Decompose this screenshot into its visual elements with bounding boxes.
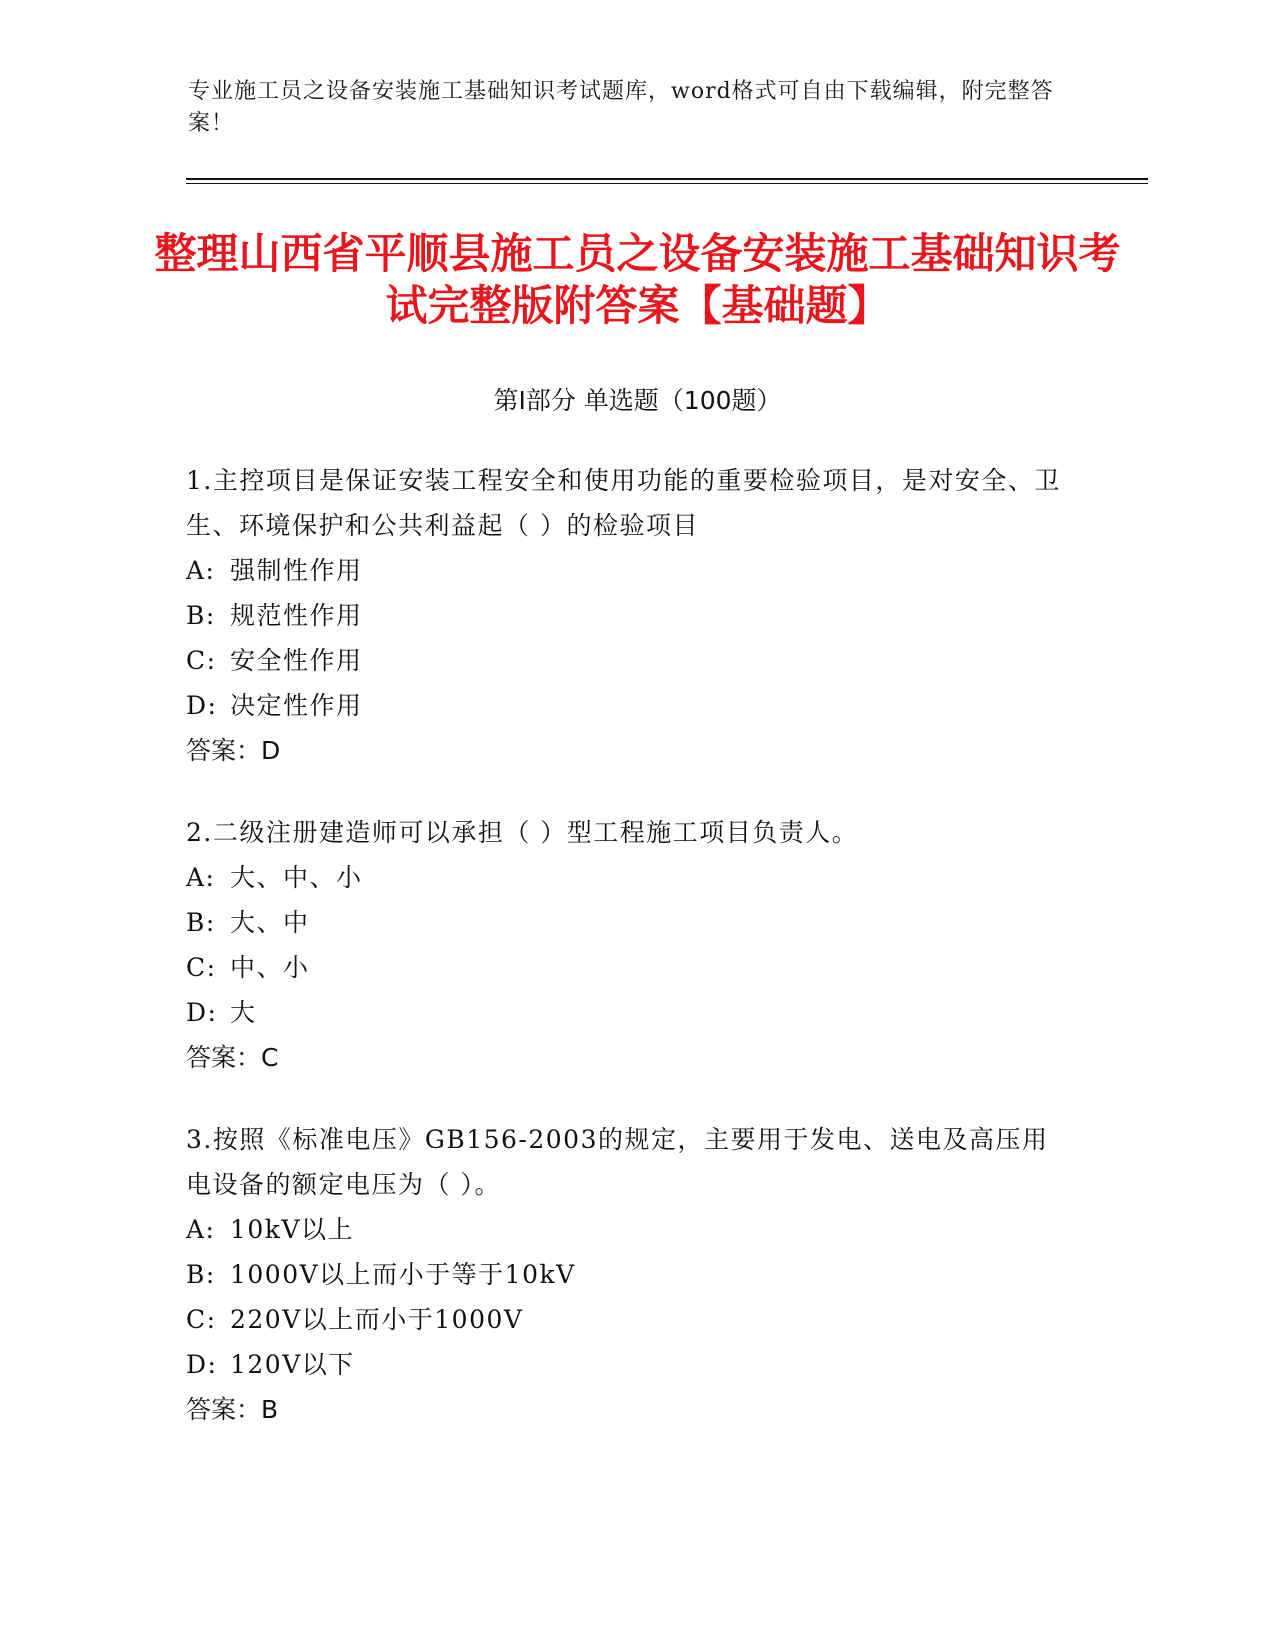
question-stem: 3.按照《标准电压》GB156-2003的规定，主要用于发电、送电及高压用电设备的额定电压为（ ）。	[186, 1125, 1049, 1199]
option-a	[186, 855, 1066, 900]
option-letter: A:	[186, 556, 216, 585]
question-3	[186, 1117, 1066, 1432]
option-letter: C:	[186, 1305, 217, 1334]
header-divider-thick	[186, 178, 1148, 180]
option-a	[186, 1207, 1066, 1252]
question-1	[186, 458, 1066, 773]
option-c	[186, 1297, 1066, 1342]
answer-line: 答案：B	[186, 1395, 279, 1424]
option-letter: C:	[186, 953, 217, 982]
option-letter: D:	[186, 1350, 218, 1379]
option-letter: D:	[186, 998, 218, 1027]
option-text: 大	[230, 998, 257, 1027]
question-stem: 1.主控项目是保证安装工程安全和使用功能的重要检验项目，是对安全、卫生、环境保护和公共利益起（ ）的检验项目	[186, 466, 1061, 540]
header-divider-thin	[186, 183, 1148, 184]
option-text: 中、小	[230, 953, 310, 982]
option-d	[186, 683, 1066, 728]
option-text: 1000V以上而小于等于10kV	[230, 1260, 576, 1289]
option-text: 120V以下	[230, 1350, 355, 1379]
option-c	[186, 638, 1066, 683]
option-b	[186, 593, 1066, 638]
option-text: 规范性作用	[230, 601, 363, 630]
option-b	[186, 900, 1066, 945]
option-d	[186, 1342, 1066, 1387]
option-letter: D:	[186, 691, 218, 720]
document-title: 整理山西省平顺县施工员之设备安装施工基础知识考试完整版附答案【基础题】	[154, 229, 1121, 330]
option-letter: B:	[186, 908, 216, 937]
option-letter: A:	[186, 863, 216, 892]
option-letter: C:	[186, 646, 217, 675]
option-c	[186, 945, 1066, 990]
option-text: 10kV以上	[230, 1215, 355, 1244]
option-text: 安全性作用	[230, 646, 363, 675]
answer-line: 答案：C	[186, 1043, 279, 1072]
question-2	[186, 810, 1066, 1080]
answer-line: 答案：D	[186, 736, 281, 765]
header-note: 专业施工员之设备安装施工基础知识考试题库，word格式可自由下载编辑，附完整答案！	[188, 79, 1054, 136]
option-letter: A:	[186, 1215, 216, 1244]
question-stem: 2.二级注册建造师可以承担（ ）型工程施工项目负责人。	[186, 818, 859, 847]
option-text: 决定性作用	[230, 691, 363, 720]
option-letter: B:	[186, 1260, 216, 1289]
option-letter: B:	[186, 601, 216, 630]
option-text: 强制性作用	[230, 556, 363, 585]
section-title: 第Ⅰ部分 单选题（100题）	[493, 386, 782, 415]
option-text: 大、中	[230, 908, 310, 937]
option-text: 220V以上而小于1000V	[230, 1305, 524, 1334]
option-text: 大、中、小	[230, 863, 363, 892]
option-b	[186, 1252, 1066, 1297]
option-d	[186, 990, 1066, 1035]
option-a	[186, 548, 1066, 593]
